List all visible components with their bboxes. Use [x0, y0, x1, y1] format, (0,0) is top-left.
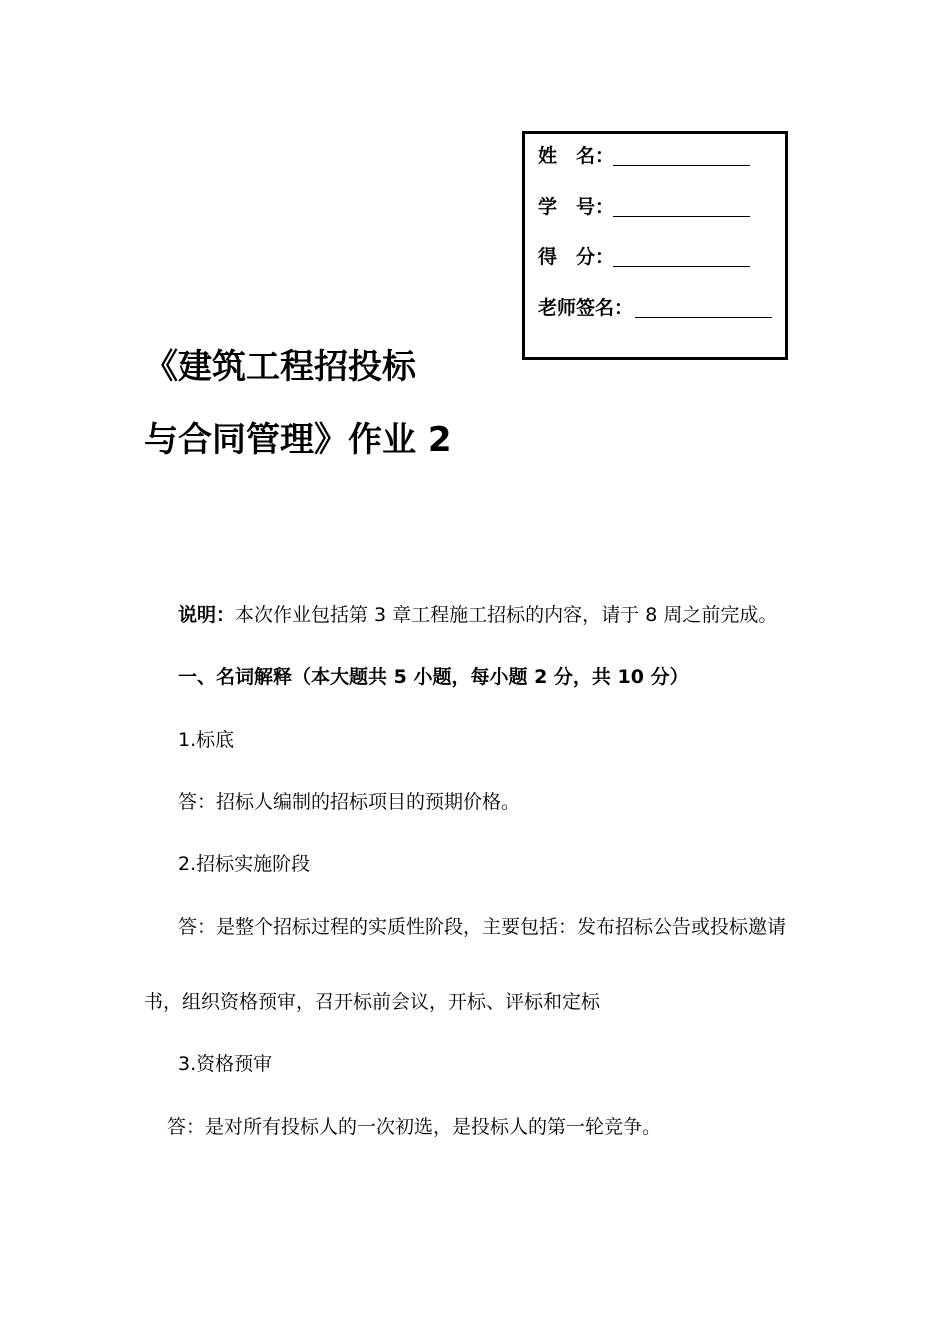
score-label: 得 分：	[538, 246, 615, 268]
instructions	[178, 603, 777, 627]
question-3: 3.资格预审	[178, 1053, 273, 1075]
instructions-text: 本次作业包括第 3 章工程施工招标的内容，请于 8 周之前完成。	[235, 604, 778, 626]
score-blank-line[interactable]	[613, 266, 750, 267]
score-row	[538, 245, 614, 269]
teacher-sign-row	[538, 296, 633, 320]
question-2: 2.招标实施阶段	[178, 853, 311, 875]
name-label: 姓 名：	[538, 145, 615, 167]
teacher-sign-label: 老师签名：	[538, 297, 634, 319]
student-info-box	[522, 131, 788, 360]
question-1: 1.标底	[178, 729, 235, 751]
answer-3: 答：是对所有投标人的一次初选，是投标人的第一轮竞争。	[167, 1116, 662, 1138]
name-row	[538, 144, 614, 168]
document-title-line-1: 《建筑工程招投标	[144, 347, 416, 387]
student-id-label: 学 号：	[538, 196, 615, 218]
answer-1: 答：招标人编制的招标项目的预期价格。	[178, 791, 521, 813]
name-blank-line[interactable]	[613, 165, 750, 166]
answer-2-line-1: 答：是整个招标过程的实质性阶段，主要包括：发布招标公告或投标邀请	[178, 916, 787, 938]
teacher-sign-blank-line[interactable]	[635, 317, 772, 318]
student-id-row	[538, 195, 614, 219]
answer-2-line-2: 书，组织资格预审，召开标前会议，开标、评标和定标	[144, 991, 601, 1013]
student-id-blank-line[interactable]	[613, 216, 750, 217]
section-heading: 一、名词解释（本大题共 5 小题，每小题 2 分，共 10 分）	[178, 666, 689, 688]
document-title-line-2: 与合同管理》作业 2	[144, 420, 452, 460]
instructions-label: 说明：	[178, 604, 236, 626]
